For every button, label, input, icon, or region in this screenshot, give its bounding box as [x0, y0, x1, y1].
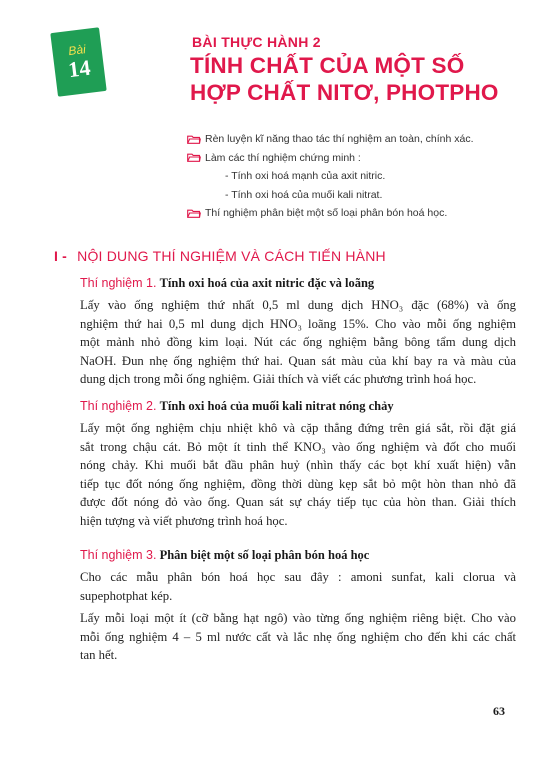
text-line: Lấy một ống nghiệm chịu nhiệt khô và cặp thẳng đứng trên giá sắt, rồi đặt giá — [80, 421, 516, 435]
text-line: hiện tượng và viết phương trình hoá học. — [80, 513, 288, 528]
lesson-title-line-1: TÍNH CHẤT CỦA MỘT SỐ — [190, 53, 465, 78]
text-line: mỗi ống nghiệm 4 – 5 ml nước cất và lắc nhẹ ống nghiệm cho đến khi các chất — [80, 629, 516, 644]
text-line: tiếp tục đốt nóng ống nghiệm, đồng thời dùng kẹp sắt bỏ một hòn than nhỏ đã — [80, 476, 516, 491]
text-line: NaOH. Đun nhẹ ống nghiệm thứ hai. Quan sát màu của khí bay ra và màu của — [80, 353, 516, 368]
text-line: Lấy vào ống nghiệm thứ nhất 0,5 ml dung dịch HNO₃ đặc (68%) và ống — [80, 298, 516, 312]
experiment-label: Thí nghiệm 3. — [80, 548, 157, 562]
lesson-subtitle: BÀI THỰC HÀNH 2 — [192, 34, 321, 50]
text-line: một mảnh nhỏ đồng kim loại. Nút các ống nghiệm bằng bông tẩm dung dịch — [80, 335, 516, 350]
section-heading — [54, 248, 386, 264]
text-line: nóng chảy. Khi muối bắt đầu phân huỷ (nhìn thấy các bọt khí xuất hiện) vẫn — [80, 458, 516, 473]
objective-item — [187, 149, 517, 168]
objective-text: Rèn luyện kĩ năng thao tác thí nghiệm an toàn, chính xác. — [205, 133, 474, 145]
experiment-name: Tính oxi hoá của muối kali nitrat nóng chảy — [159, 399, 394, 413]
lesson-badge — [50, 27, 106, 96]
experiment-label: Thí nghiệm 1. — [80, 276, 157, 290]
text-line: Cho các mẫu phân bón hoá học sau đây : amoni sunfat, kali clorua và — [80, 570, 516, 584]
experiment-name: Phân biệt một số loại phân bón hoá học — [159, 548, 370, 562]
experiment-heading — [80, 546, 516, 564]
section-title: NỘI DUNG THÍ NGHIỆM VÀ CÁCH TIẾN HÀNH — [77, 248, 386, 264]
experiment-3 — [80, 546, 516, 665]
experiment-paragraph — [80, 568, 516, 605]
lesson-badge-word: Bài — [67, 42, 87, 59]
lesson-title — [190, 52, 530, 106]
experiment-name: Tính oxi hoá của axit nitric đặc và loãng — [159, 276, 375, 290]
objective-item — [187, 130, 517, 149]
text-line: dung dịch trong mỗi ống nghiệm. Giải thích và viết các phương trình hoá học. — [80, 372, 477, 387]
objective-subitem — [187, 186, 517, 205]
experiment-label: Thí nghiệm 2. — [80, 399, 157, 413]
section-number: I - — [54, 248, 68, 264]
text-line: nghiệm thứ hai 0,5 ml dung dịch HNO₃ loãng 15%. Cho vào mỗi ống nghiệm — [80, 316, 516, 331]
folder-icon — [187, 209, 201, 218]
objectives-list — [187, 130, 517, 223]
folder-icon — [187, 135, 201, 144]
objective-text: - Tính oxi hoá mạnh của axit nitric. — [225, 170, 386, 182]
text-line: tan hết. — [80, 648, 118, 663]
text-line: Lấy mỗi loại một ít (cỡ bằng hạt ngô) vào từng ống nghiệm riêng biệt. Cho vào — [80, 611, 516, 626]
lesson-badge-number: 14 — [66, 54, 92, 83]
experiment-2 — [80, 397, 516, 531]
experiment-heading — [80, 274, 516, 292]
experiment-1 — [80, 274, 516, 389]
lesson-title-line-2: HỢP CHẤT NITƠ, PHOTPHO — [190, 80, 499, 105]
objective-text: - Tính oxi hoá của muối kali nitrat. — [225, 188, 383, 201]
experiment-paragraph — [80, 296, 516, 389]
text-line: supephotphat kép. — [80, 588, 173, 603]
objective-text: Làm các thí nghiệm chứng minh : — [205, 151, 361, 164]
objective-item — [187, 204, 517, 223]
text-line: sắt trong chậu cát. Bỏ một ít tinh thể KNO₃ vào ống nghiệm và đốt cho muối — [80, 439, 516, 454]
experiment-heading — [80, 397, 516, 415]
page-number: 63 — [493, 704, 505, 718]
text-line: được đốt nóng đỏ vào ống. Quan sát sự cháy tiếp tục của hòn than. Giải thích — [80, 495, 516, 510]
objective-subitem — [187, 167, 517, 186]
experiment-paragraph — [80, 609, 516, 665]
folder-icon — [187, 153, 201, 162]
objective-text: Thí nghiệm phân biệt một số loại phân bón hoá học. — [205, 207, 448, 219]
experiment-paragraph — [80, 419, 516, 531]
